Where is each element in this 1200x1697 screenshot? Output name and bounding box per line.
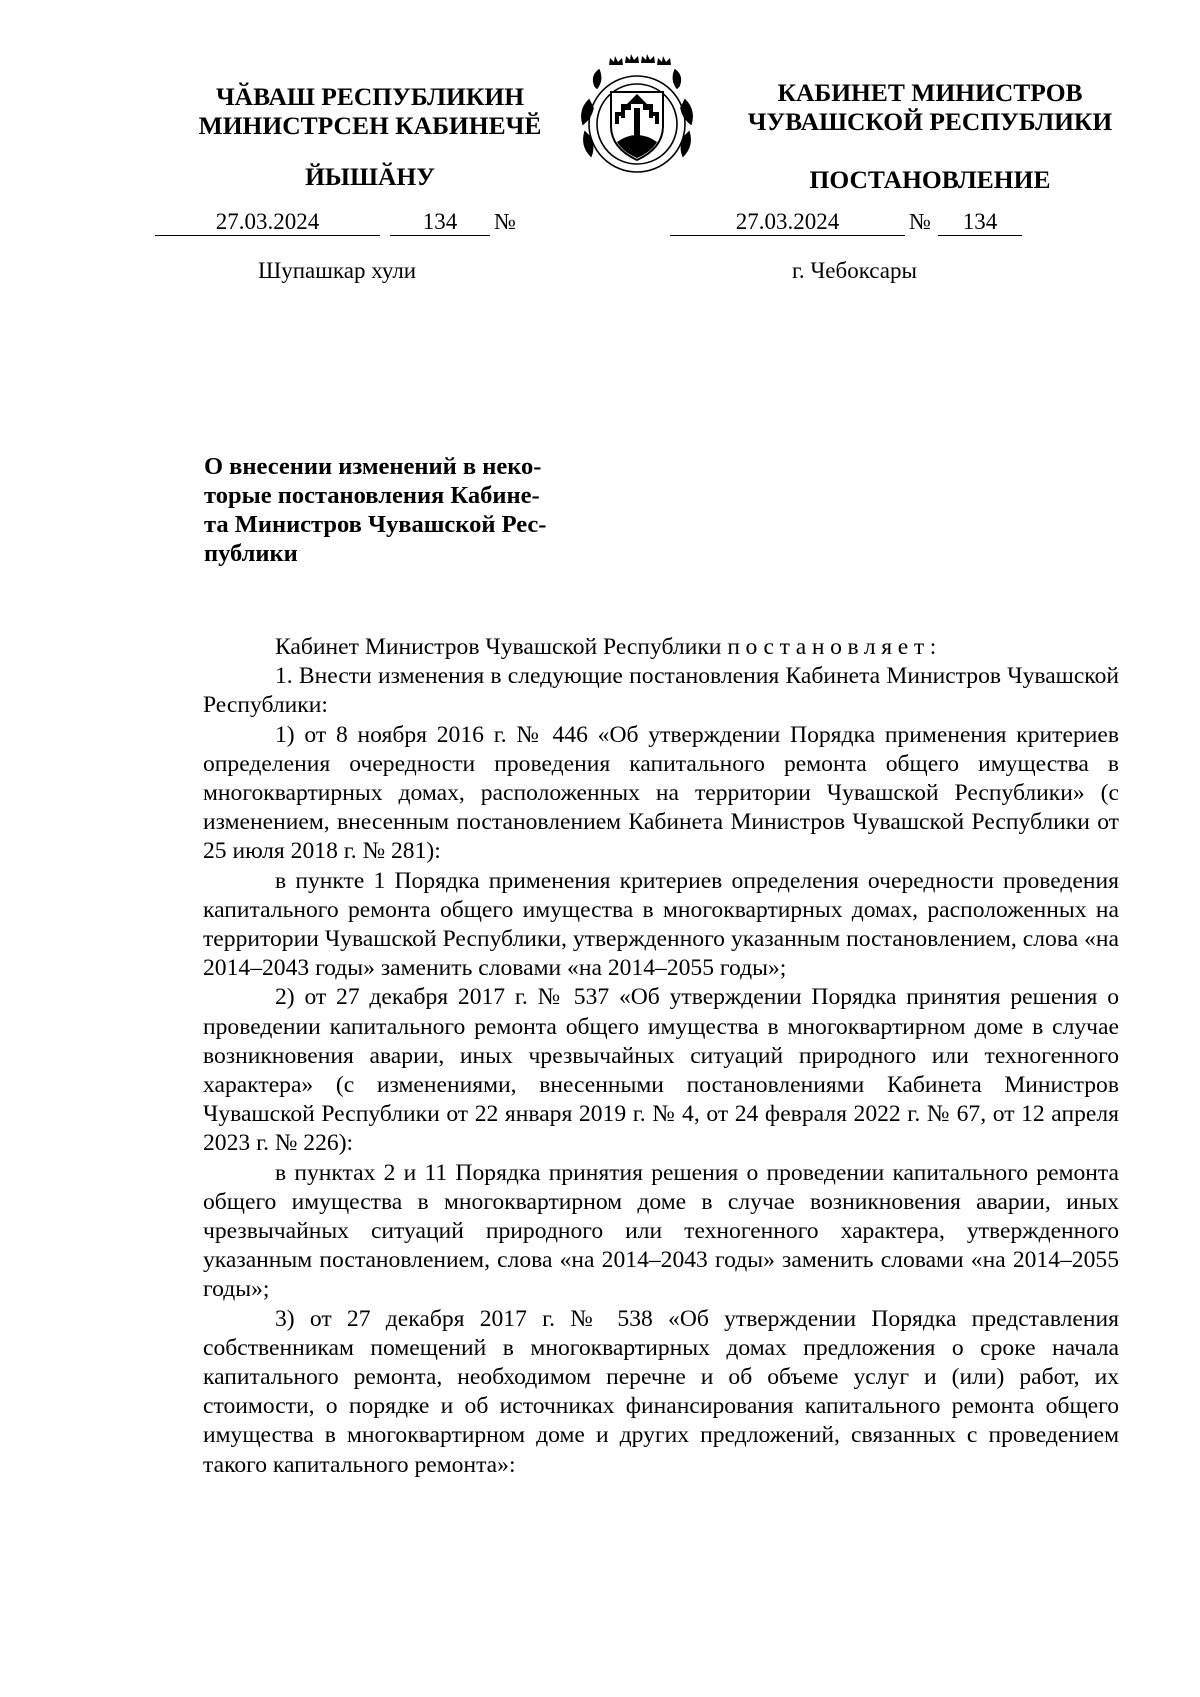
header-right-line2: ЧУВАШСКОЙ РЕСПУБЛИКИ	[747, 107, 1113, 136]
header-left-line1: ЧӐВАШ РЕСПУБЛИКИН	[215, 82, 525, 111]
place-right: г. Чебоксары	[792, 258, 917, 283]
intro-verb: постановляет:	[727, 634, 942, 660]
number-sign-right: №	[909, 209, 931, 234]
body-paragraph: 2) от 27 декабря 2017 г. № 537 «Об утверждении Порядка принятия решения о проведении капитального ремонта общего имущества в многоквартирном доме в случае возникновения аварии, иных чрезвычайных ситуаций природного или техногенного характера» (с изменениями, внесенными постановлениями Кабинета Министров Чувашской Республики от 22 января 2019 г. № 4, от 24 февраля 2022 г. № 67, от 12 апреля 2023 г. № 226):	[203, 984, 1119, 1157]
subject-line: О внесении изменений в неко-	[204, 453, 542, 480]
date-field-right: 27.03.2024	[670, 209, 905, 236]
document-subject	[204, 452, 584, 568]
subject-line: публики	[204, 540, 298, 567]
number-field-left: 134	[390, 209, 490, 236]
body-paragraph: 1. Внести изменения в следующие постановления Кабинета Министров Чувашской Республики:	[203, 663, 1119, 719]
subject-line: торые постановления Кабине-	[204, 482, 540, 509]
body-paragraph: 3) от 27 декабря 2017 г. № 538 «Об утверждении Порядка представления собственникам помещений в многоквартирных домах предложения о сроке начала капитального ремонта, необходимом перечне и об объеме услуг и (или) работ, их стоимости, о порядке и об источниках финансирования капитального ремонта общего имущества в многоквартирном доме и других предложений, связанных с проведением такого капитального ремонта»:	[203, 1305, 1119, 1478]
doc-type-left: ЙЫШӐНУ	[305, 162, 435, 191]
body-paragraph: в пунктах 2 и 11 Порядка принятия решения о проведении капитального ремонта общего имущества в многоквартирном доме в случае возникновения аварии, иных чрезвычайных ситуаций природного или техногенного характера, утвержденного указанным постановлением, слова «на 2014–2043 годы» заменить словами «на 2014–2055 годы»;	[203, 1159, 1119, 1303]
place-left: Шупашкар хули	[258, 258, 417, 283]
subject-line: та Министров Чувашской Рес-	[204, 511, 547, 538]
date-field-left: 27.03.2024	[155, 209, 380, 236]
document-body	[203, 633, 1119, 1480]
body-paragraph: 1) от 8 ноября 2016 г. № 446 «Об утверждении Порядка применения критериев определения очередности проведения капитального ремонта общего имущества в многоквартирных домах, расположенных на территории Чувашской Республики» (с изменением, внесенным постановлением Кабинета Министров Чувашской Республики от 25 июля 2018 г. № 281):	[203, 721, 1119, 865]
header-right-line1: КАБИНЕТ МИНИСТРОВ	[777, 78, 1083, 107]
header-left-line2: МИНИСТРСЕН КАБИНЕЧӖ	[198, 111, 542, 140]
body-intro	[203, 633, 1119, 662]
intro-text: Кабинет Министров Чувашской Республики	[275, 634, 722, 660]
doc-type-right: ПОСТАНОВЛЕНИЕ	[809, 165, 1051, 194]
header-right	[725, 78, 1135, 136]
number-sign-left: №	[494, 209, 516, 234]
chuvash-coat-of-arms-icon	[571, 50, 703, 178]
number-field-right: 134	[938, 209, 1022, 236]
body-paragraph: в пункте 1 Порядка применения критериев определения очередности проведения капитального ремонта общего имущества в многоквартирных домах, расположенных на территории Чувашской Республики, утвержденного указанным постановлением, слова «на 2014–2043 годы» заменить словами «на 2014–2055 годы»;	[203, 867, 1119, 982]
header-left	[150, 82, 590, 140]
